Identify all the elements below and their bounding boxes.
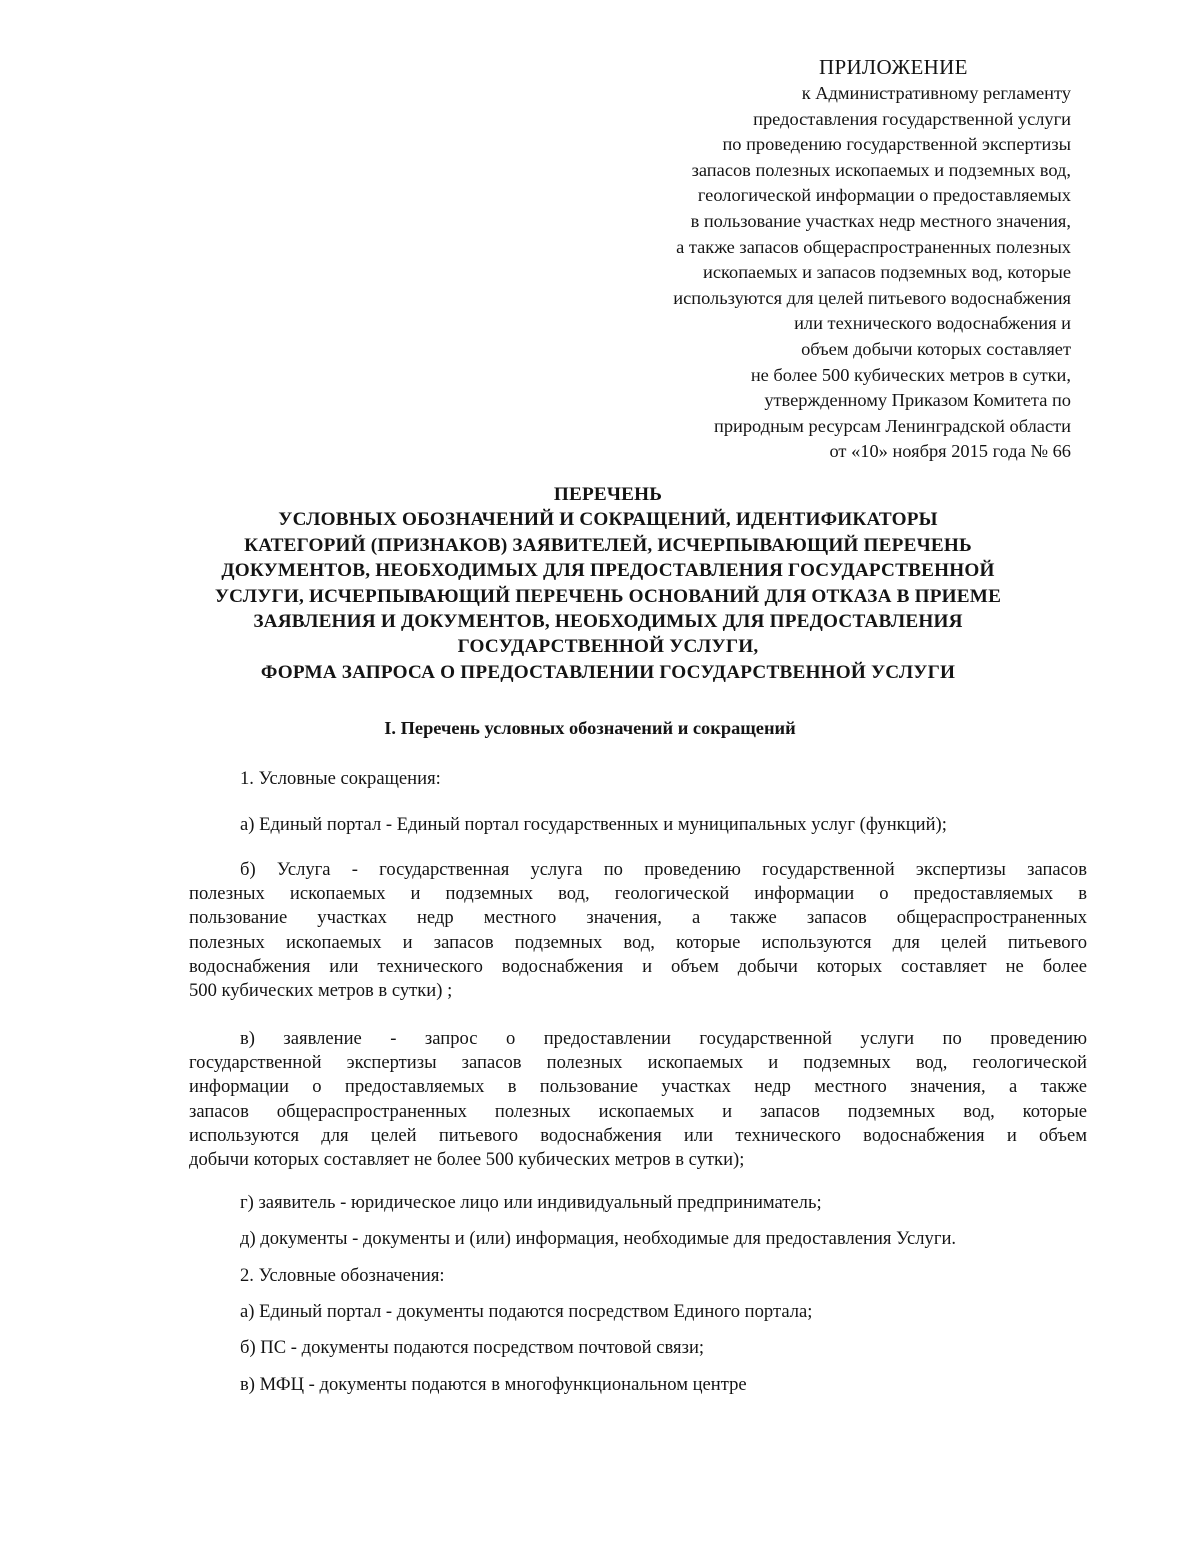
appendix-line: запасов полезных ископаемых и подземных вод, bbox=[691, 159, 1071, 180]
title-line: ПЕРЕЧЕНЬ bbox=[553, 484, 663, 505]
paragraph-line: государственной экспертизы запасов полезных ископаемых и подземных вод, геологической bbox=[189, 1052, 1087, 1074]
paragraph-line: в) заявление - запрос о предоставлении государственной услуги по проведению bbox=[240, 1028, 1087, 1049]
title-line: УСЛОВНЫХ ОБОЗНАЧЕНИЙ И СОКРАЩЕНИЙ, ИДЕНТИФИКАТОРЫ bbox=[278, 509, 938, 531]
title-line: УСЛУГИ, ИСЧЕРПЫВАЮЩИЙ ПЕРЕЧЕНЬ ОСНОВАНИЙ ДЛЯ ОТКАЗА В ПРИЕМЕ bbox=[214, 585, 1002, 607]
appendix-line: предоставления государственной услуги bbox=[753, 108, 1071, 129]
paragraph-line: пользование участках недр местного значения, а также запасов общераспространенных bbox=[189, 907, 1087, 929]
title-line: ФОРМА ЗАПРОСА О ПРЕДОСТАВЛЕНИИ ГОСУДАРСТВЕННОЙ УСЛУГИ bbox=[260, 661, 956, 683]
abbreviation-v bbox=[189, 1027, 1087, 1172]
appendix-line: природным ресурсам Ленинградской области bbox=[713, 415, 1071, 436]
appendix-reference bbox=[511, 81, 1071, 465]
paragraph-line: добычи которых составляет не более 500 кубических метров в сутки); bbox=[189, 1148, 745, 1170]
appendix-line: объем добычи которых составляет bbox=[801, 338, 1071, 359]
notation-b: б) ПС - документы подаются посредством почтовой связи; bbox=[240, 1337, 705, 1358]
abbreviation-b bbox=[189, 858, 1087, 1003]
appendix-line: а также запасов общераспространенных полезных bbox=[676, 236, 1071, 257]
paragraph-line: информации о предоставляемых в пользование участках недр местного значения, а также bbox=[189, 1076, 1087, 1098]
title-line: КАТЕГОРИЙ (ПРИЗНАКОВ) ЗАЯВИТЕЛЕЙ, ИСЧЕРПЫВАЮЩИЙ ПЕРЕЧЕНЬ bbox=[244, 534, 972, 556]
paragraph-line: используются для целей питьевого водоснабжения или технического водоснабжения и объем bbox=[189, 1124, 1087, 1146]
abbreviation-d: д) документы - документы и (или) информация, необходимые для предоставления Услуги. bbox=[240, 1228, 957, 1249]
paragraph-line: водоснабжения или технического водоснабжения и объем добычи которых составляет не более bbox=[189, 955, 1087, 977]
paragraph-line: полезных ископаемых и подземных вод, геологической информации о предоставляемых в bbox=[189, 883, 1087, 905]
title-line: ЗАЯВЛЕНИЯ И ДОКУМЕНТОВ, НЕОБХОДИМЫХ ДЛЯ ПРЕДОСТАВЛЕНИЯ bbox=[253, 611, 963, 633]
abbreviation-a: а) Единый портал - Единый портал государственных и муниципальных услуг (функций); bbox=[240, 814, 947, 835]
appendix-line: не более 500 кубических метров в сутки, bbox=[750, 364, 1071, 385]
paragraph-line: 500 кубических метров в сутки) ; bbox=[189, 979, 453, 1001]
appendix-line: к Административному регламенту bbox=[801, 83, 1071, 103]
appendix-line: используются для целей питьевого водоснабжения bbox=[673, 287, 1071, 308]
appendix-line: утвержденному Приказом Комитета по bbox=[764, 390, 1071, 411]
appendix-line: в пользование участках недр местного значения, bbox=[690, 210, 1071, 231]
notation-a: а) Единый портал - документы подаются посредством Единого портала; bbox=[240, 1301, 813, 1322]
title-line: ДОКУМЕНТОВ, НЕОБХОДИМЫХ ДЛЯ ПРЕДОСТАВЛЕНИЯ ГОСУДАРСТВЕННОЙ bbox=[221, 560, 995, 582]
appendix-line: по проведению государственной экспертизы bbox=[722, 134, 1071, 155]
item2-heading: 2. Условные обозначения: bbox=[240, 1265, 445, 1286]
appendix-line: геологической информации о предоставляемых bbox=[697, 185, 1071, 206]
appendix-line: от «10» ноября 2015 года № 66 bbox=[829, 441, 1071, 462]
notation-v: в) МФЦ - документы подаются в многофункциональном центре bbox=[240, 1374, 747, 1395]
abbreviation-g: г) заявитель - юридическое лицо или индивидуальный предприниматель; bbox=[240, 1192, 822, 1213]
paragraph-line: б) Услуга - государственная услуга по проведению государственной экспертизы запасов bbox=[240, 859, 1087, 880]
item1-heading: 1. Условные сокращения: bbox=[240, 768, 441, 789]
title-line: ГОСУДАРСТВЕННОЙ УСЛУГИ, bbox=[457, 636, 759, 658]
document-title bbox=[150, 482, 1066, 685]
appendix-title: ПРИЛОЖЕНИЕ bbox=[819, 55, 968, 79]
paragraph-line: запасов общераспространенных полезных ископаемых и запасов подземных вод, которые bbox=[189, 1100, 1087, 1122]
appendix-line: ископаемых и запасов подземных вод, которые bbox=[703, 262, 1071, 283]
paragraph-line: полезных ископаемых и запасов подземных вод, которые используются для целей питьевого bbox=[189, 931, 1087, 953]
appendix-line: или технического водоснабжения и bbox=[794, 313, 1071, 334]
section-heading: I. Перечень условных обозначений и сокращений bbox=[384, 718, 796, 738]
